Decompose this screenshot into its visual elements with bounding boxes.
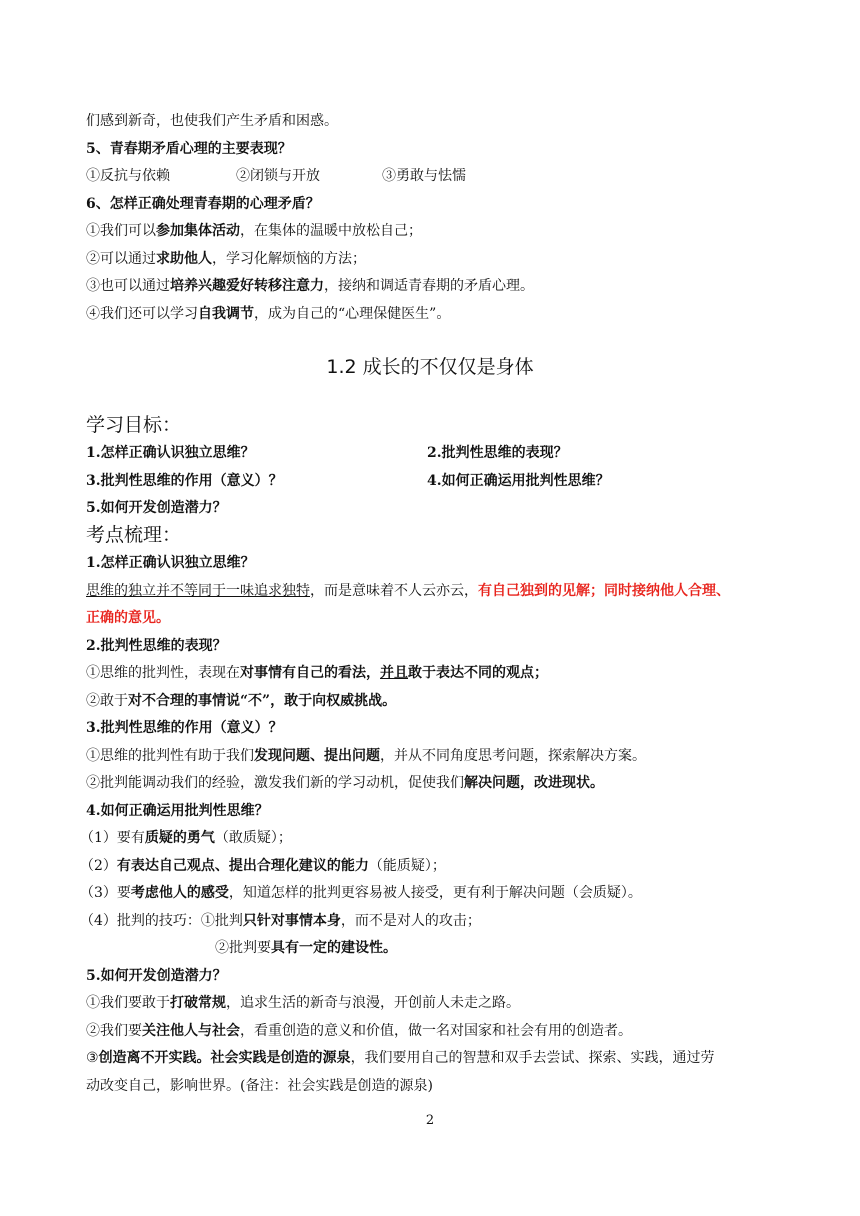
goal-row [86,471,786,491]
question-heading: 2.批判性思维的表现？ [86,638,227,654]
answer-line: 思维的独立并不等同于一味追求独特，而是意味着不人云亦云，有自己独到的见解；同时接纳他人合理、 [86,583,730,599]
goal-item: 2.批判性思维的表现？ [427,445,568,461]
answer-line: 动改变自己，影响世界。(备注：社会实践是创造的源泉) [86,1078,433,1094]
question-heading: 6、怎样正确处理青春期的心理矛盾？ [86,196,320,212]
answer-line: ③也可以通过培养兴趣爱好转移注意力，接纳和调适青春期的矛盾心理。 [86,278,534,294]
answer-line: ②我们要关注他人与社会，看重创造的意义和价值，做一名对国家和社会有用的创造者。 [86,1023,632,1039]
question-heading: 5.如何开发创造潜力？ [86,968,227,984]
goal-item: 1.怎样正确认识独立思维？ [86,445,255,461]
answer-line: ②批判要具有一定的建设性。 [215,940,397,956]
question-heading: 4.如何正确运用批判性思维？ [86,803,269,819]
answer-line: ①思维的批判性，表现在对事情有自己的看法，并且敢于表达不同的观点； [86,665,548,681]
goal-item: 5.如何开发创造潜力？ [86,500,227,516]
list-item: ①反抗与依赖 [86,168,170,184]
review-heading: 考点梳理： [86,524,182,546]
goal-item: 4.如何正确运用批判性思维？ [427,473,610,489]
answer-line: ②可以通过求助他人，学习化解烦恼的方法； [86,251,366,267]
answer-line: （1）要有质疑的勇气（敢质疑）； [80,830,292,846]
goal-row [86,443,786,463]
answer-line [86,166,786,186]
question-heading: 5、青春期矛盾心理的主要表现？ [86,141,292,157]
page-number: 2 [425,1113,435,1128]
answer-line: （3）要考虑他人的感受，知道怎样的批判更容易被人接受，更有利于解决问题（会质疑）。 [80,885,642,901]
answer-line: ②批判能调动我们的经验，激发我们新的学习动机，促使我们解决问题，改进现状。 [86,775,604,791]
answer-line: 正确的意见。 [86,610,170,626]
answer-line: （2）有表达自己观点、提出合理化建议的能力（能质疑）； [80,858,446,874]
list-item: ②闭锁与开放 [236,168,320,184]
answer-line: ③创造离不开实践。社会实践是创造的源泉，我们要用自己的智慧和双手去尝试、探索、实践，通过劳 [86,1050,715,1066]
answer-line: ②敢于对不合理的事情说“不”，敢于向权威挑战。 [86,693,397,709]
question-heading: 1.怎样正确认识独立思维？ [86,555,255,571]
list-item: ③勇敢与怯懦 [382,168,466,184]
answer-line: ①我们可以参加集体活动，在集体的温暖中放松自己； [86,223,422,239]
answer-line: ④我们还可以学习自我调节，成为自己的“心理保健医生”。 [86,306,451,322]
paragraph-line: 们感到新奇，也使我们产生矛盾和困惑。 [86,113,338,129]
answer-line: ①思维的批判性有助于我们发现问题、提出问题，并从不同角度思考问题，探索解决方案。 [86,748,646,764]
question-heading: 3.批判性思维的作用（意义）？ [86,720,283,736]
goals-heading: 学习目标： [86,414,182,436]
answer-line: （4）批判的技巧：①批判只针对事情本身，而不是对人的攻击； [80,913,481,929]
section-title: 1.2 成长的不仅仅是身体 [326,356,534,378]
goal-item: 3.批判性思维的作用（意义）？ [86,473,283,489]
answer-line: ①我们要敢于打破常规，追求生活的新奇与浪漫，开创前人未走之路。 [86,995,520,1011]
